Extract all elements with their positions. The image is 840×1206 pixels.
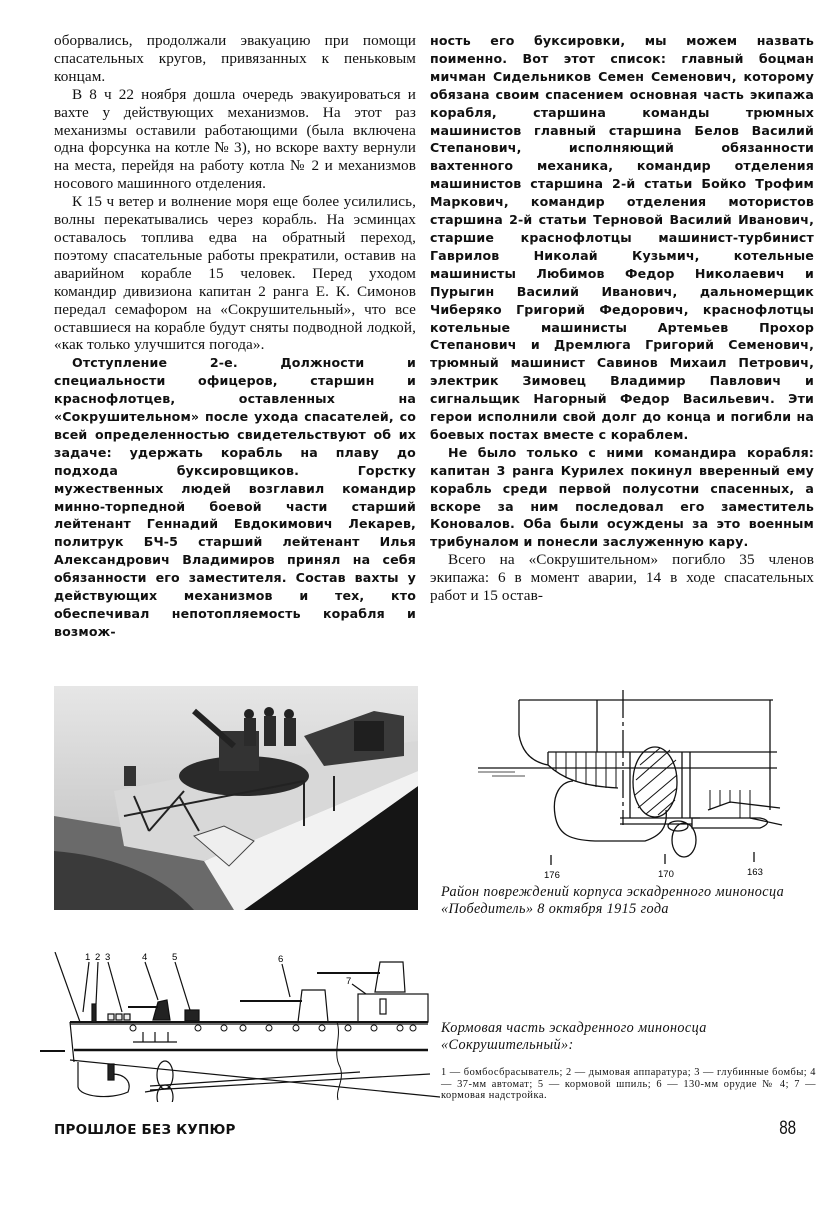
paragraph: Всего на «Сокрушительном» погибло 35 членов экипажа: 6 в момент аварии, 14 в ходе спасательных работ и 15 остав- xyxy=(430,551,814,605)
stern-section-diagram xyxy=(40,952,440,1102)
callout-label: 5 xyxy=(172,952,178,963)
paragraph: В 8 ч 22 ноября дошла очередь эвакуироваться и вахте у действующих механизмов. На этот раз механизмы оставили работающими (была включена одна форсунка на котле № 3), но вскоре вахту вернули на места, перейдя на работу котла № 2 и механизмов носового машинного отделения. xyxy=(54,85,416,193)
ship-photo xyxy=(54,686,418,910)
hull-damage-diagram xyxy=(470,690,800,880)
frame-label: 170 xyxy=(658,869,674,880)
callout-label: 1 xyxy=(85,952,91,963)
paragraph: оборвались, продолжали эвакуацию при помощи спасательных кругов, привязанных к пеньковым концам. xyxy=(54,32,416,85)
callout-label: 3 xyxy=(105,952,111,963)
figure-caption: Район повреждений корпуса эскадренного миноносца «Победитель» 8 октября 1915 года xyxy=(441,884,785,917)
callout-label: 2 xyxy=(95,952,101,963)
frame-label: 176 xyxy=(544,870,560,880)
frame-label: 163 xyxy=(747,867,763,878)
section-title: ПРОШЛОЕ БЕЗ КУПЮР xyxy=(54,1122,236,1138)
callout-label: 7 xyxy=(346,976,352,987)
crew-list-paragraph: ность его буксировки, мы можем назвать поименно. Вот этот список: главный боцман мичман Сидельников Семен Семенович, которому обязана своим спасением основная часть экипажа корабля, старшина команды трюмных машинистов главный старшина Белов Василий Степанович, исполняющий обязанности вахтенного механика, командир отделения машинистов старшина 2-й статьи Бойко Трофим Маркович, командир отделения мотористов старшина 2-й статьи Терновой Василий Иванович, старшие краснофлотцы машинист-турбинист Гаврилов Николай Кузьмич, котельные машинисты Любимов Федор Николаевич и Пурыгин Василий Иванович, дальномерщик Чиберяко Григорий Федорович, краснофлотцы котельные машинисты Артемьев Прохор Степанович и Дремлюга Григорий Семенович, трюмный машинист Савинов Михаил Петрович, электрик Зимовец Владимир Павлович и сигнальщик Нагорный Федор Васильевич. Эти герои исполнили свой долг до конца и погибли на боевых постах вместе с кораблем. xyxy=(430,33,814,442)
right-column xyxy=(430,32,814,605)
callout-label: 4 xyxy=(142,952,148,963)
callout-label: 6 xyxy=(278,954,284,965)
figure-caption-title: Кормовая часть эскадренного миноносца «Сокрушительный»: xyxy=(441,1020,707,1053)
commander-paragraph: Не было только с ними командира корабля: капитан 3 ранга Курилех покинул вверенный ему корабль среди первой полусотни спасенных, а вскоре за ним последовал его заместитель Коновалов. Оба были осуждены за это военным трибуналом и понесли заслуженную кару. xyxy=(430,444,814,550)
left-column xyxy=(54,32,416,641)
digression-paragraph: Отступление 2-е. Должности и специальности офицеров, старшин и краснофлотцев, оставленных на «Сокрушительном» после ухода спасателей, со всей определенностью свидетельствуют об их задаче: удержать корабль на плаву до подхода буксировщиков. Горстку мужественных людей возглавил командир минно-торпедной боевой части старший лейтенант Геннадий Евдокимович Лекарев, политрук БЧ-5 старший лейтенант Илья Александрович Владимиров принял на себя обязанности его заместителя. Состав вахты у действующих механизмов и тех, кто обеспечивал непотопляемость корабля и возмож- xyxy=(54,355,416,639)
destroyer-deck-photo-image xyxy=(54,686,418,910)
paragraph: К 15 ч ветер и волнение моря еще более усилились, волны перекатывались через корабль. На эсминцах оставалось топлива едва на обратный переход, поэтому спасательные работы прекратили, оставив на аварийном корабле 15 человек. Перед уходом командир дивизиона капитан 2 ранга Е. К. Симонов передал семафором на «Сокрушительный», что все оставшиеся на корабле будут сняты подводной лодкой, «как только улучшится погода». xyxy=(54,193,416,354)
page-number: 88 xyxy=(779,1118,796,1139)
figure-caption-legend: 1 — бомбосбрасыватель; 2 — дымовая аппаратура; 3 — глубинные бомбы; 4 — 37-мм автомат; 5 — кормовой шпиль; 6 — 130-мм орудие № 4; 7 — кормовая надстройка. xyxy=(441,1067,816,1102)
